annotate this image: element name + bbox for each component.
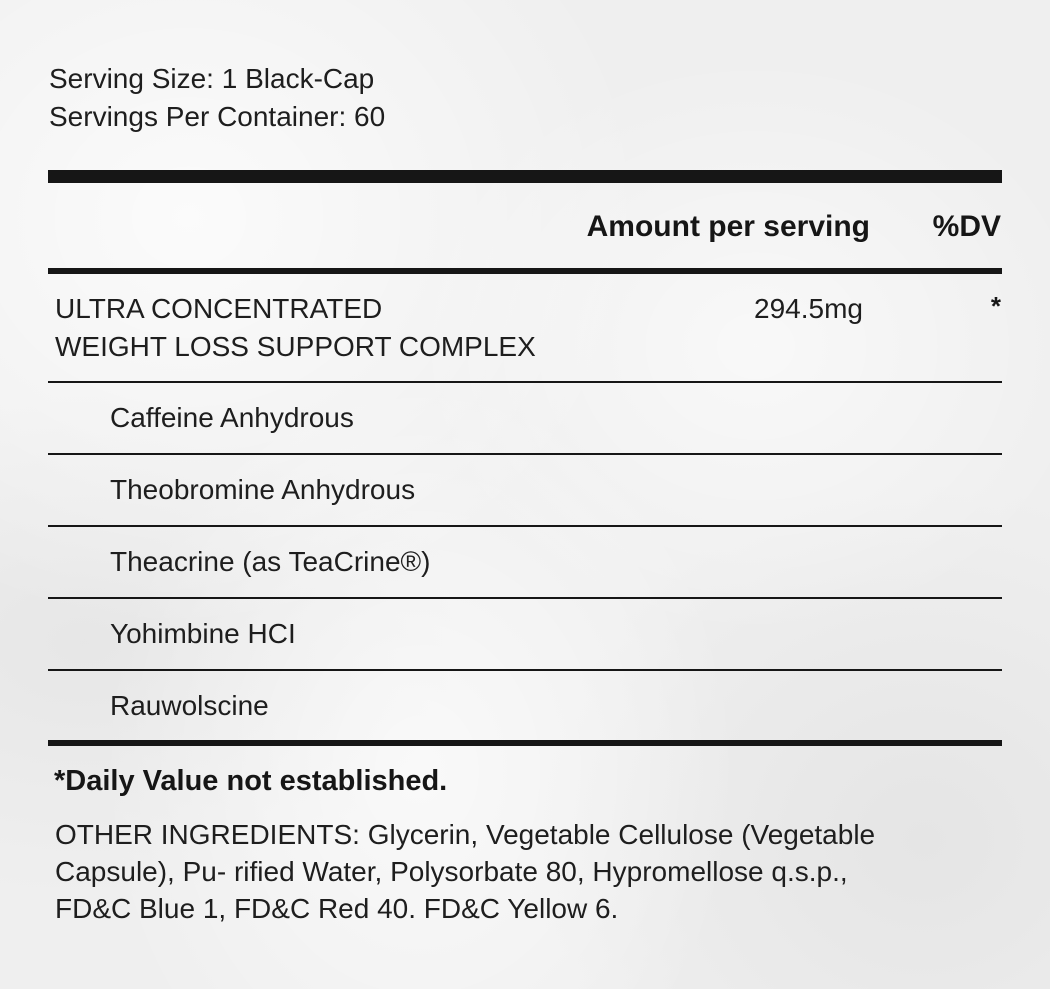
daily-value-header: %DV [932,210,1001,243]
header-divider [48,268,1002,274]
row-divider [48,525,1002,527]
ingredient-row: Theacrine (as TeaCrine®) [110,546,431,577]
ingredient-row: Yohimbine HCI [110,618,296,649]
thick-divider [48,170,1002,183]
row-divider [48,597,1002,599]
complex-name-line-2: WEIGHT LOSS SUPPORT COMPLEX [55,331,536,362]
complex-name-line-1: ULTRA CONCENTRATED [55,293,383,324]
ingredient-row: Theobromine Anhydrous [110,474,416,505]
other-ingredients-line-3: FD&C Blue 1, FD&C Red 40. FD&C Yellow 6. [55,893,619,924]
other-ingredients-line-2: Capsule), Pu- rified Water, Polysorbate 80, Hypromellose q.s.p., [55,856,848,887]
other-ingredients [55,816,1005,927]
serving-size: Serving Size: 1 Black-Cap [49,63,375,94]
complex-amount: 294.5mg [754,293,863,324]
row-divider [48,381,1002,383]
amount-per-serving-header: Amount per serving [586,210,870,243]
ingredient-row: Caffeine Anhydrous [110,402,354,433]
daily-value-footnote: *Daily Value not established. [54,765,448,797]
bottom-divider [48,740,1002,746]
servings-per-container: Servings Per Container: 60 [49,101,386,132]
row-divider [48,453,1002,455]
row-divider [48,669,1002,671]
other-ingredients-line-1: OTHER INGREDIENTS: Glycerin, Vegetable Cellulose (Vegetable [55,819,876,850]
ingredient-row: Rauwolscine [110,690,269,721]
complex-daily-value: * [990,291,1001,321]
